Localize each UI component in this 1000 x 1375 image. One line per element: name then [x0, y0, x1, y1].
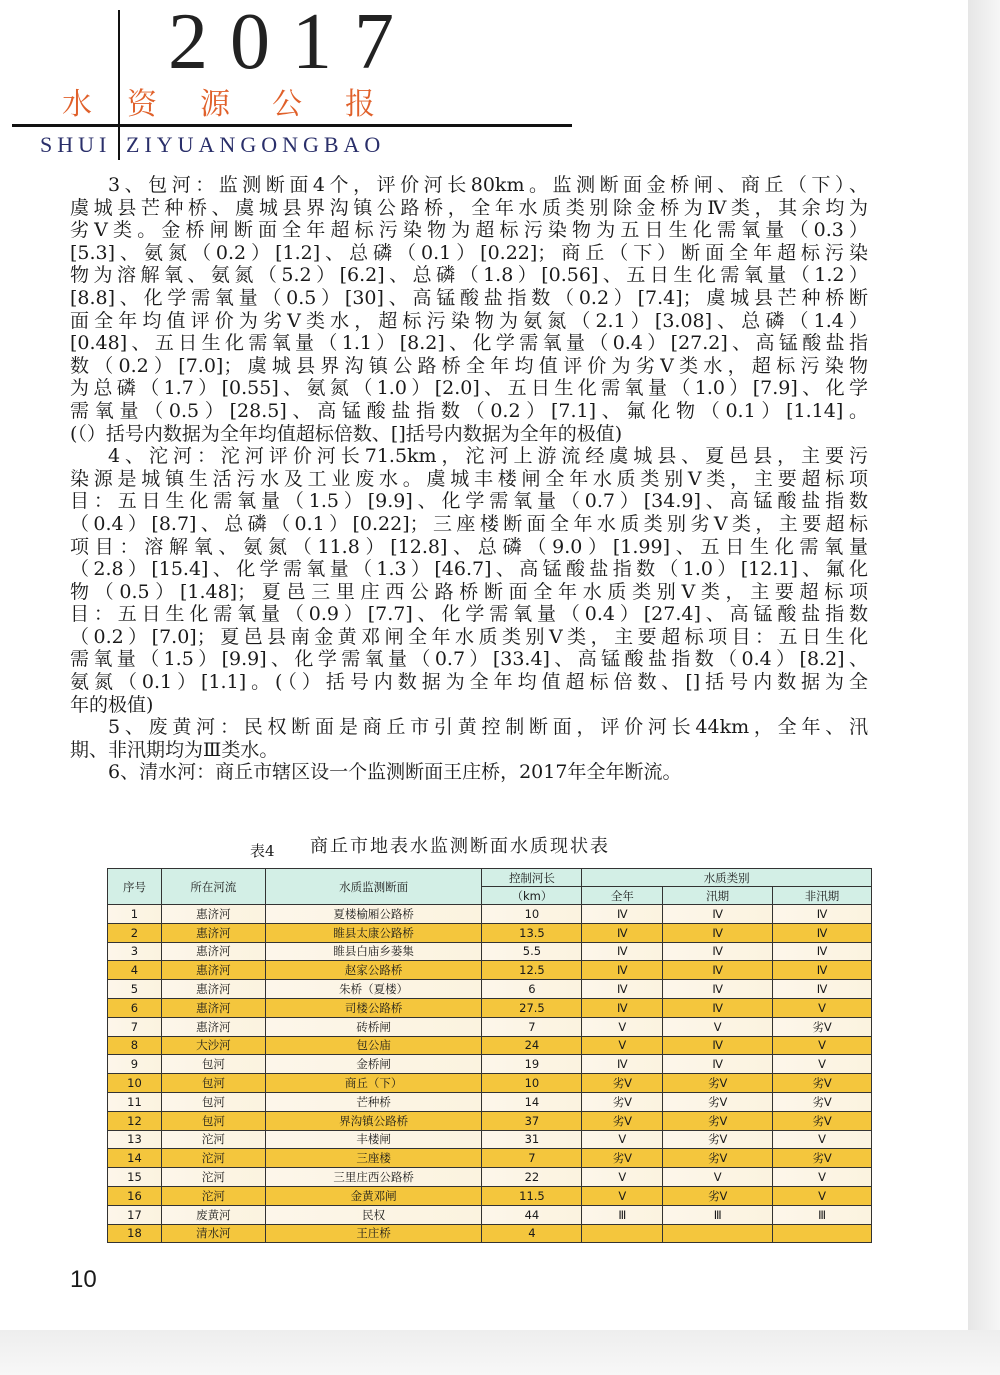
header-flood: 汛期 — [663, 887, 773, 905]
cell-length: 10 — [482, 905, 582, 924]
header-full-year: 全年 — [582, 887, 663, 905]
cell-section: 金黄邓闸 — [265, 1186, 482, 1205]
paragraph — [70, 716, 868, 761]
cell-flood: Ⅳ — [663, 961, 773, 980]
cell-seq: 8 — [108, 1036, 162, 1055]
text-line: 氨氮（0.1）[1.1]。(（）括号内数据为全年均值超标倍数、[]括号内数据为全 — [70, 671, 868, 694]
cell-non-flood: Ⅴ — [773, 1168, 872, 1187]
text-line: 6、清水河：商丘市辖区设一个监测断面王庄桥，2017年全年断流。 — [108, 761, 682, 784]
page-bottom-edge — [0, 1330, 1000, 1375]
cell-seq: 14 — [108, 1149, 162, 1168]
table-row — [108, 1111, 872, 1130]
cell-section: 赵家公路桥 — [265, 961, 482, 980]
cell-section: 界沟镇公路桥 — [265, 1111, 482, 1130]
table-row — [108, 1224, 872, 1243]
cell-full-year: Ⅴ — [582, 1168, 663, 1187]
cell-section: 丰楼闸 — [265, 1130, 482, 1149]
paragraph — [70, 445, 868, 716]
table-row — [108, 942, 872, 961]
cell-section: 民权 — [265, 1205, 482, 1224]
cell-section: 金桥闸 — [265, 1055, 482, 1074]
cell-river: 废黄河 — [161, 1205, 265, 1224]
cell-seq: 10 — [108, 1074, 162, 1093]
header-horizontal-rule — [12, 124, 572, 127]
cell-seq: 4 — [108, 961, 162, 980]
cell-full-year: Ⅳ — [582, 980, 663, 999]
page-edge-shadow — [968, 0, 1000, 1375]
text-line: 年的极值) — [70, 693, 154, 716]
cell-non-flood: Ⅴ — [773, 1186, 872, 1205]
cell-section: 朱桥（夏楼） — [265, 980, 482, 999]
text-line: [5.3]、氨氮（0.2）[1.2]、总磷（0.1）[0.22]；商丘（下）断面全年超标污染 — [70, 241, 868, 264]
table-row — [108, 1036, 872, 1055]
cell-length: 4 — [482, 1224, 582, 1243]
cell-flood: Ⅳ — [663, 980, 773, 999]
text-line: 虞城县芒种桥、虞城县界沟镇公路桥，全年水质类别除金桥为Ⅳ类，其余均为 — [70, 196, 868, 219]
header-non-flood: 非汛期 — [773, 887, 872, 905]
cell-length: 19 — [482, 1055, 582, 1074]
cell-length: 6 — [482, 980, 582, 999]
cell-river: 包河 — [161, 1074, 265, 1093]
cell-seq: 2 — [108, 923, 162, 942]
cell-length: 44 — [482, 1205, 582, 1224]
cell-full-year: 劣Ⅴ — [582, 1074, 663, 1093]
cell-river: 惠济河 — [161, 980, 265, 999]
header-length-unit: （km） — [482, 887, 582, 905]
brand-title-en-right: ZIYUANGONGBAO — [126, 132, 386, 157]
table-row — [108, 961, 872, 980]
cell-seq: 15 — [108, 1168, 162, 1187]
cell-flood: Ⅳ — [663, 1055, 773, 1074]
cell-section: 商丘（下） — [265, 1074, 482, 1093]
cell-seq: 11 — [108, 1092, 162, 1111]
brand-title-en-left: SHUI — [40, 132, 112, 157]
brand-char: 资 — [127, 87, 157, 122]
cell-section: 睢县白庙乡蒌集 — [265, 942, 482, 961]
cell-flood: 劣Ⅴ — [663, 1186, 773, 1205]
cell-flood: 劣Ⅴ — [663, 1074, 773, 1093]
cell-flood: Ⅲ — [663, 1205, 773, 1224]
cell-length: 7 — [482, 1017, 582, 1036]
table-row — [108, 998, 872, 1017]
table-row — [108, 1074, 872, 1093]
cell-section: 司楼公路桥 — [265, 998, 482, 1017]
cell-length: 27.5 — [482, 998, 582, 1017]
cell-full-year: Ⅴ — [582, 1017, 663, 1036]
cell-seq: 1 — [108, 905, 162, 924]
cell-river: 沱河 — [161, 1186, 265, 1205]
table-row — [108, 1205, 872, 1224]
cell-full-year: 劣Ⅴ — [582, 1111, 663, 1130]
cell-section: 王庄桥 — [265, 1224, 482, 1243]
cell-full-year: Ⅴ — [582, 1186, 663, 1205]
water-quality-table — [107, 868, 872, 1243]
cell-seq: 16 — [108, 1186, 162, 1205]
brand-char: 水 — [62, 87, 92, 122]
text-line: 数（0.2）[7.0]；虞城县界沟镇公路桥全年均值评价为劣Ⅴ类水，超标污染物 — [70, 354, 868, 377]
cell-length: 13.5 — [482, 923, 582, 942]
cell-flood: Ⅳ — [663, 942, 773, 961]
text-line: 需氧量（0.5）[28.5]、高锰酸盐指数（0.2）[7.1]、氟化物（0.1）[1.14]。 — [70, 399, 868, 422]
text-line: 物（0.5）[1.48]；夏邑三里庄西公路桥断面全年水质类别Ⅴ类，主要超标项 — [70, 580, 868, 603]
cell-length: 22 — [482, 1168, 582, 1187]
brand-char: 公 — [272, 87, 302, 122]
cell-full-year: Ⅳ — [582, 905, 663, 924]
cell-flood: Ⅳ — [663, 923, 773, 942]
cell-flood: Ⅳ — [663, 998, 773, 1017]
cell-length: 12.5 — [482, 961, 582, 980]
table-row — [108, 1168, 872, 1187]
cell-non-flood: 劣Ⅴ — [773, 1017, 872, 1036]
cell-non-flood: Ⅳ — [773, 905, 872, 924]
cell-seq: 18 — [108, 1224, 162, 1243]
cell-river: 清水河 — [161, 1224, 265, 1243]
cell-section: 夏楼榆厢公路桥 — [265, 905, 482, 924]
cell-river: 沱河 — [161, 1130, 265, 1149]
table-label: 表4 — [250, 842, 275, 860]
table-row — [108, 1092, 872, 1111]
cell-river: 沱河 — [161, 1149, 265, 1168]
cell-seq: 7 — [108, 1017, 162, 1036]
text-line: （0.2）[7.0]；夏邑县南金黄邓闸全年水质类别Ⅴ类，主要超标项目：五日生化 — [70, 625, 868, 648]
cell-section: 包公庙 — [265, 1036, 482, 1055]
text-line: 面全年均值评价为劣Ⅴ类水，超标污染物为氨氮（2.1）[3.08]、总磷（1.4） — [70, 309, 868, 332]
cell-length: 14 — [482, 1092, 582, 1111]
cell-length: 7 — [482, 1149, 582, 1168]
cell-river: 大沙河 — [161, 1036, 265, 1055]
cell-non-flood: 劣Ⅴ — [773, 1149, 872, 1168]
cell-river: 包河 — [161, 1111, 265, 1130]
header-length: 控制河长 — [482, 869, 582, 887]
header-vertical-rule — [118, 10, 120, 160]
table-row — [108, 1186, 872, 1205]
cell-length: 31 — [482, 1130, 582, 1149]
table-title: 商丘市地表水监测断面水质现状表 — [310, 836, 610, 857]
cell-seq: 12 — [108, 1111, 162, 1130]
cell-non-flood: Ⅳ — [773, 923, 872, 942]
cell-seq: 3 — [108, 942, 162, 961]
text-line: 目：五日生化需氧量（0.9）[7.7]、化学需氧量（0.4）[27.4]、高锰酸盐指数 — [70, 603, 868, 626]
cell-river: 包河 — [161, 1092, 265, 1111]
cell-full-year: Ⅴ — [582, 1036, 663, 1055]
cell-flood: Ⅴ — [663, 1017, 773, 1036]
cell-non-flood — [773, 1224, 872, 1243]
header-section: 水质监测断面 — [265, 869, 482, 905]
text-line: （0.4）[8.7]、总磷（0.1）[0.22]；三座楼断面全年水质类别劣Ⅴ类，主要超标 — [70, 512, 868, 535]
header-year: 2017 — [168, 0, 416, 86]
paragraph — [70, 174, 868, 445]
cell-seq: 5 — [108, 980, 162, 999]
cell-non-flood: Ⅳ — [773, 942, 872, 961]
text-line: 3、包河：监测断面4个，评价河长80km。监测断面金桥闸、商丘（下）、 — [108, 174, 868, 196]
cell-flood: 劣Ⅴ — [663, 1130, 773, 1149]
text-line: 物为溶解氧、氨氮（5.2）[6.2]、总磷（1.8）[0.56]、五日生化需氧量（1.2） — [70, 264, 868, 287]
cell-non-flood: Ⅳ — [773, 961, 872, 980]
cell-river: 沱河 — [161, 1168, 265, 1187]
cell-full-year: Ⅳ — [582, 923, 663, 942]
text-line: 项目：溶解氧、氨氮（11.8）[12.8]、总磷（9.0）[1.99]、五日生化需氧量 — [70, 535, 868, 558]
cell-full-year: Ⅳ — [582, 998, 663, 1017]
cell-non-flood: 劣Ⅴ — [773, 1092, 872, 1111]
body-text — [70, 174, 868, 784]
cell-non-flood: Ⅲ — [773, 1205, 872, 1224]
cell-non-flood: Ⅴ — [773, 1036, 872, 1055]
header-seq: 序号 — [108, 869, 162, 905]
cell-river: 惠济河 — [161, 1017, 265, 1036]
cell-section: 睢县太康公路桥 — [265, 923, 482, 942]
text-line: 5、废黄河：民权断面是商丘市引黄控制断面，评价河长44km，全年、汛 — [108, 716, 868, 739]
cell-non-flood: Ⅴ — [773, 1055, 872, 1074]
header-class-group: 水质类别 — [582, 869, 872, 887]
text-line: [8.8]、化学需氧量（0.5）[30]、高锰酸盐指数（0.2）[7.4]；虞城县芒种桥断 — [70, 286, 868, 309]
cell-length: 24 — [482, 1036, 582, 1055]
cell-full-year: Ⅳ — [582, 961, 663, 980]
cell-non-flood: Ⅴ — [773, 1130, 872, 1149]
text-line: 期、非汛期均为Ⅲ类水。 — [70, 738, 279, 761]
cell-full-year: 劣Ⅴ — [582, 1149, 663, 1168]
cell-non-flood: 劣Ⅴ — [773, 1111, 872, 1130]
cell-full-year: Ⅳ — [582, 942, 663, 961]
cell-flood: Ⅳ — [663, 1036, 773, 1055]
cell-river: 惠济河 — [161, 998, 265, 1017]
header-river: 所在河流 — [161, 869, 265, 905]
cell-length: 5.5 — [482, 942, 582, 961]
cell-full-year: Ⅴ — [582, 1130, 663, 1149]
paragraph — [70, 761, 868, 784]
cell-river: 惠济河 — [161, 905, 265, 924]
cell-river: 惠济河 — [161, 942, 265, 961]
cell-flood: 劣Ⅴ — [663, 1149, 773, 1168]
text-line: 目：五日生化需氧量（1.5）[9.9]、化学需氧量（0.7）[34.9]、高锰酸盐指数 — [70, 490, 868, 513]
cell-full-year: Ⅳ — [582, 1055, 663, 1074]
cell-section: 砖桥闸 — [265, 1017, 482, 1036]
page-number: 10 — [70, 1266, 97, 1293]
cell-flood: Ⅳ — [663, 905, 773, 924]
cell-full-year: 劣Ⅴ — [582, 1092, 663, 1111]
text-line: 需氧量（1.5）[9.9]、化学需氧量（0.7）[33.4]、高锰酸盐指数（0.4）[8.2]、 — [70, 648, 868, 671]
text-line: 为总磷（1.7）[0.55]、氨氮（1.0）[2.0]、五日生化需氧量（1.0）[7.9]、化学 — [70, 377, 868, 400]
table-row — [108, 1055, 872, 1074]
cell-full-year: Ⅲ — [582, 1205, 663, 1224]
table-row — [108, 980, 872, 999]
cell-flood: Ⅴ — [663, 1168, 773, 1187]
cell-seq: 17 — [108, 1205, 162, 1224]
text-line: （2.8）[15.4]、化学需氧量（1.3）[46.7]、高锰酸盐指数（1.0）[12.1]、氟化 — [70, 558, 868, 581]
cell-seq: 6 — [108, 998, 162, 1017]
cell-flood: 劣Ⅴ — [663, 1092, 773, 1111]
text-line: 染源是城镇生活污水及工业废水。虞城丰楼闸全年水质类别Ⅴ类，主要超标项 — [70, 467, 868, 490]
table-row — [108, 923, 872, 942]
cell-section: 芒种桥 — [265, 1092, 482, 1111]
cell-flood: 劣Ⅴ — [663, 1111, 773, 1130]
cell-non-flood: 劣Ⅴ — [773, 1074, 872, 1093]
cell-seq: 9 — [108, 1055, 162, 1074]
cell-non-flood: Ⅳ — [773, 980, 872, 999]
text-line: 4、沱河：沱河评价河长71.5km，沱河上游流经虞城县、夏邑县，主要污 — [108, 445, 868, 468]
cell-length: 10 — [482, 1074, 582, 1093]
cell-seq: 13 — [108, 1130, 162, 1149]
cell-non-flood: Ⅴ — [773, 998, 872, 1017]
table-row — [108, 1017, 872, 1036]
cell-length: 11.5 — [482, 1186, 582, 1205]
table-row — [108, 1149, 872, 1168]
brand-char: 报 — [345, 87, 375, 122]
table-row — [108, 1130, 872, 1149]
text-line: (（）括号内数据为全年均值超标倍数、[]括号内数据为全年的极值) — [70, 422, 623, 445]
cell-full-year — [582, 1224, 663, 1243]
text-line: [0.48]、五日生化需氧量（1.1）[8.2]、化学需氧量（0.4）[27.2]、高锰酸盐指 — [70, 332, 868, 355]
cell-section: 三里庄西公路桥 — [265, 1168, 482, 1187]
brand-char: 源 — [200, 87, 230, 122]
cell-river: 包河 — [161, 1055, 265, 1074]
cell-river: 惠济河 — [161, 923, 265, 942]
cell-river: 惠济河 — [161, 961, 265, 980]
cell-flood — [663, 1224, 773, 1243]
cell-length: 37 — [482, 1111, 582, 1130]
text-line: 劣Ⅴ类。金桥闸断面全年超标污染物为超标污染物为五日生化需氧量（0.3） — [70, 219, 868, 242]
cell-section: 三座楼 — [265, 1149, 482, 1168]
table-row — [108, 905, 872, 924]
